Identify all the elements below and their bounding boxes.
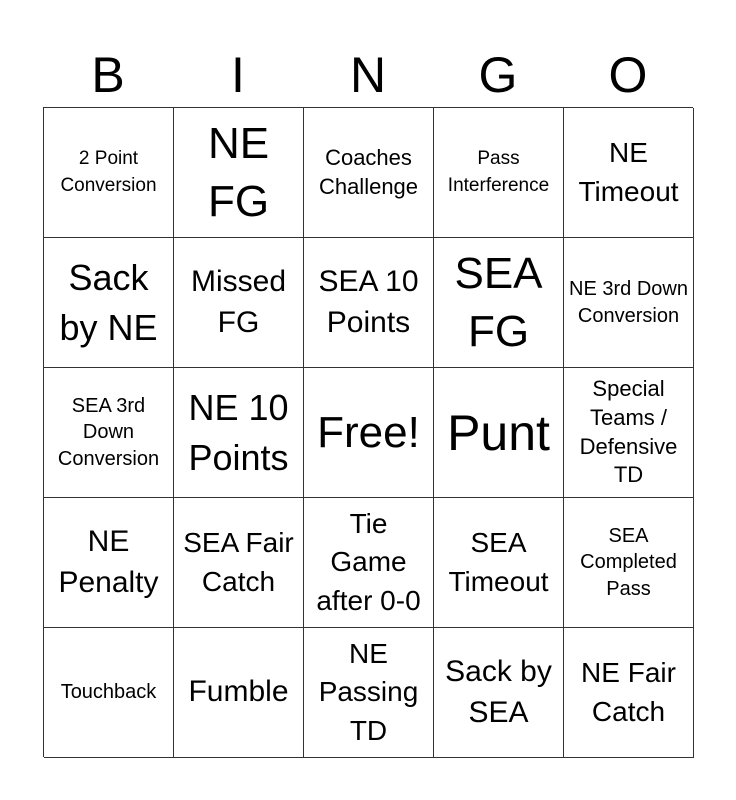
header-letter-g: G xyxy=(478,47,518,103)
cell-label: NE 3rd Down Conversion xyxy=(569,278,688,327)
bingo-cell[interactable] xyxy=(174,628,304,758)
header-letter-i: I xyxy=(231,47,245,103)
cell-label: NE Timeout xyxy=(578,136,679,207)
cell-label: NE Passing TD xyxy=(318,637,419,746)
cell-label: SEA Timeout xyxy=(448,526,549,597)
cell-label: Special Teams / Defensive TD xyxy=(579,376,678,488)
cell-label: Sack by SEA xyxy=(445,655,552,729)
bingo-cell[interactable] xyxy=(174,108,304,238)
bingo-cell[interactable] xyxy=(44,628,174,758)
header-letter-n: N xyxy=(349,47,387,103)
bingo-cell[interactable] xyxy=(44,368,174,498)
bingo-cell[interactable] xyxy=(434,498,564,628)
bingo-cell[interactable] xyxy=(564,498,694,628)
header-letter-o: O xyxy=(608,47,648,103)
bingo-cell[interactable] xyxy=(174,238,304,368)
bingo-cell[interactable] xyxy=(434,368,564,498)
free-space-cell[interactable] xyxy=(304,368,434,498)
bingo-cell[interactable] xyxy=(304,108,434,238)
cell-label: SEA Fair Catch xyxy=(183,526,294,597)
cell-label: SEA 10 Points xyxy=(318,265,419,339)
cell-label: 2 Point Conversion xyxy=(60,148,157,196)
cell-label: Tie Game after 0-0 xyxy=(316,507,421,616)
bingo-header xyxy=(43,42,693,108)
cell-label: NE Fair Catch xyxy=(581,656,676,727)
cell-label: Fumble xyxy=(188,675,289,709)
cell-label: NE Penalty xyxy=(58,525,159,599)
bingo-board xyxy=(43,107,693,757)
bingo-cell[interactable] xyxy=(44,108,174,238)
bingo-cell[interactable] xyxy=(564,238,694,368)
cell-label: SEA FG xyxy=(454,249,543,356)
cell-label: NE FG xyxy=(207,119,270,226)
bingo-cell[interactable] xyxy=(174,368,304,498)
cell-label: Sack by NE xyxy=(59,256,158,348)
bingo-cell[interactable] xyxy=(304,498,434,628)
cell-label: Touchback xyxy=(60,681,157,704)
header-letter-b: B xyxy=(91,47,125,103)
cell-label: Coaches Challenge xyxy=(318,144,419,199)
bingo-cell[interactable] xyxy=(564,368,694,498)
cell-label: Pass Interference xyxy=(447,148,550,196)
cell-label: SEA Completed Pass xyxy=(580,524,677,600)
bingo-cell[interactable] xyxy=(434,628,564,758)
bingo-cell[interactable] xyxy=(44,498,174,628)
bingo-cell[interactable] xyxy=(564,628,694,758)
bingo-cell[interactable] xyxy=(304,628,434,758)
bingo-cell[interactable] xyxy=(174,498,304,628)
cell-label: NE 10 Points xyxy=(188,386,289,478)
bingo-cell[interactable] xyxy=(434,238,564,368)
cell-label: Missed FG xyxy=(190,265,287,339)
bingo-cell[interactable] xyxy=(564,108,694,238)
bingo-cell[interactable] xyxy=(434,108,564,238)
cell-label: Free! xyxy=(317,407,420,457)
cell-label: Punt xyxy=(447,404,550,461)
cell-label: SEA 3rd Down Conversion xyxy=(57,394,160,470)
bingo-cell[interactable] xyxy=(44,238,174,368)
bingo-cell[interactable] xyxy=(304,238,434,368)
